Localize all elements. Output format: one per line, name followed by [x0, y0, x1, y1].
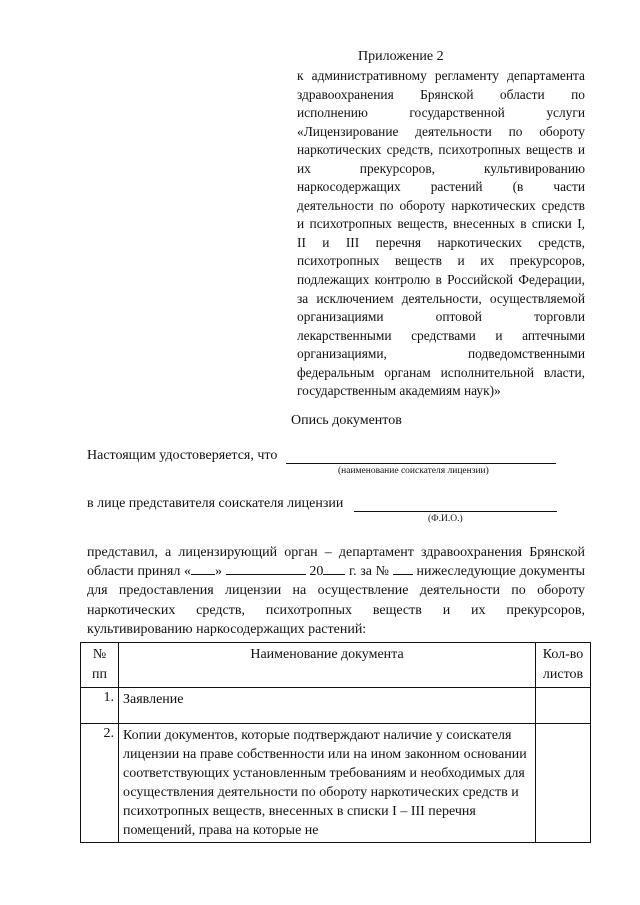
row-number: 2.	[81, 724, 119, 843]
statement-part5: нижеследующие документы для предоставления лицензии на осуществление деятельности по обороту наркотических средств, психотропных веществ и их прекурсоров, культивированию наркосодержащих растений:	[87, 564, 586, 637]
header-quantity: Кол-во листов	[536, 643, 591, 688]
statement-paragraph	[87, 543, 585, 639]
header-name: Наименование документа	[119, 643, 536, 688]
header-number: № пп	[81, 643, 119, 688]
number-blank[interactable]	[393, 562, 413, 575]
documents-table	[80, 642, 591, 843]
representative-label: в лице представителя соискателя лицензии	[87, 496, 344, 511]
applicant-name-caption: (наименование соискателя лицензии)	[338, 466, 489, 476]
certify-label: Настоящим удостоверяется, что	[87, 448, 278, 463]
day-blank[interactable]	[191, 562, 215, 575]
month-blank[interactable]	[226, 562, 306, 575]
statement-part2: »	[215, 564, 222, 580]
document-title: Опись документов	[291, 413, 402, 428]
statement-part3: 20	[309, 564, 324, 580]
table-row	[81, 724, 591, 843]
row-document-name: Заявление	[119, 688, 536, 724]
table-header-row	[81, 643, 591, 688]
row-quantity[interactable]	[536, 724, 591, 843]
row-number: 1.	[81, 688, 119, 724]
applicant-name-line[interactable]	[286, 463, 556, 464]
representative-name-line[interactable]	[354, 511, 557, 512]
year-blank[interactable]	[323, 562, 345, 575]
table-row	[81, 688, 591, 724]
row-quantity[interactable]	[536, 688, 591, 724]
statement-part1: представил, а лицензирующий орган – департамент здравоохранения Брянской области принял «	[87, 545, 585, 580]
representative-name-caption: (Ф.И.О.)	[428, 514, 463, 524]
row-document-name: Копии документов, которые подтверждают наличие у соискателя лицензии на праве собственности или на ином законном основании соответствующих установленным требованиям и необходимых для осуществления деятельности по обороту наркотических средств и психотропных веществ, внесенных в списки I – III перечня помещений, права на которые не	[119, 724, 536, 843]
statement-part4: г. за №	[348, 564, 390, 580]
annex-title: Приложение 2	[358, 49, 444, 64]
annex-text: к административному регламенту департамента здравоохранения Брянской области по исполнению государственной услуги «Лицензирование деятельности по обороту наркотических средств, психотропных веществ и их прекурсоров, культивированию наркосодержащих растений (в части деятельности по обороту наркотических средств и психотропных веществ, внесенных в списки I, II и III перечня наркотических средств, психотропных веществ и их прекурсоров, подлежащих контролю в Российской Федерации, за исключением деятельности, осуществляемой организациями оптовой торговли лекарственными средствами и аптечными организациями, подведомственными федеральным органам исполнительной власти, государственным академиям наук)»	[297, 68, 585, 399]
